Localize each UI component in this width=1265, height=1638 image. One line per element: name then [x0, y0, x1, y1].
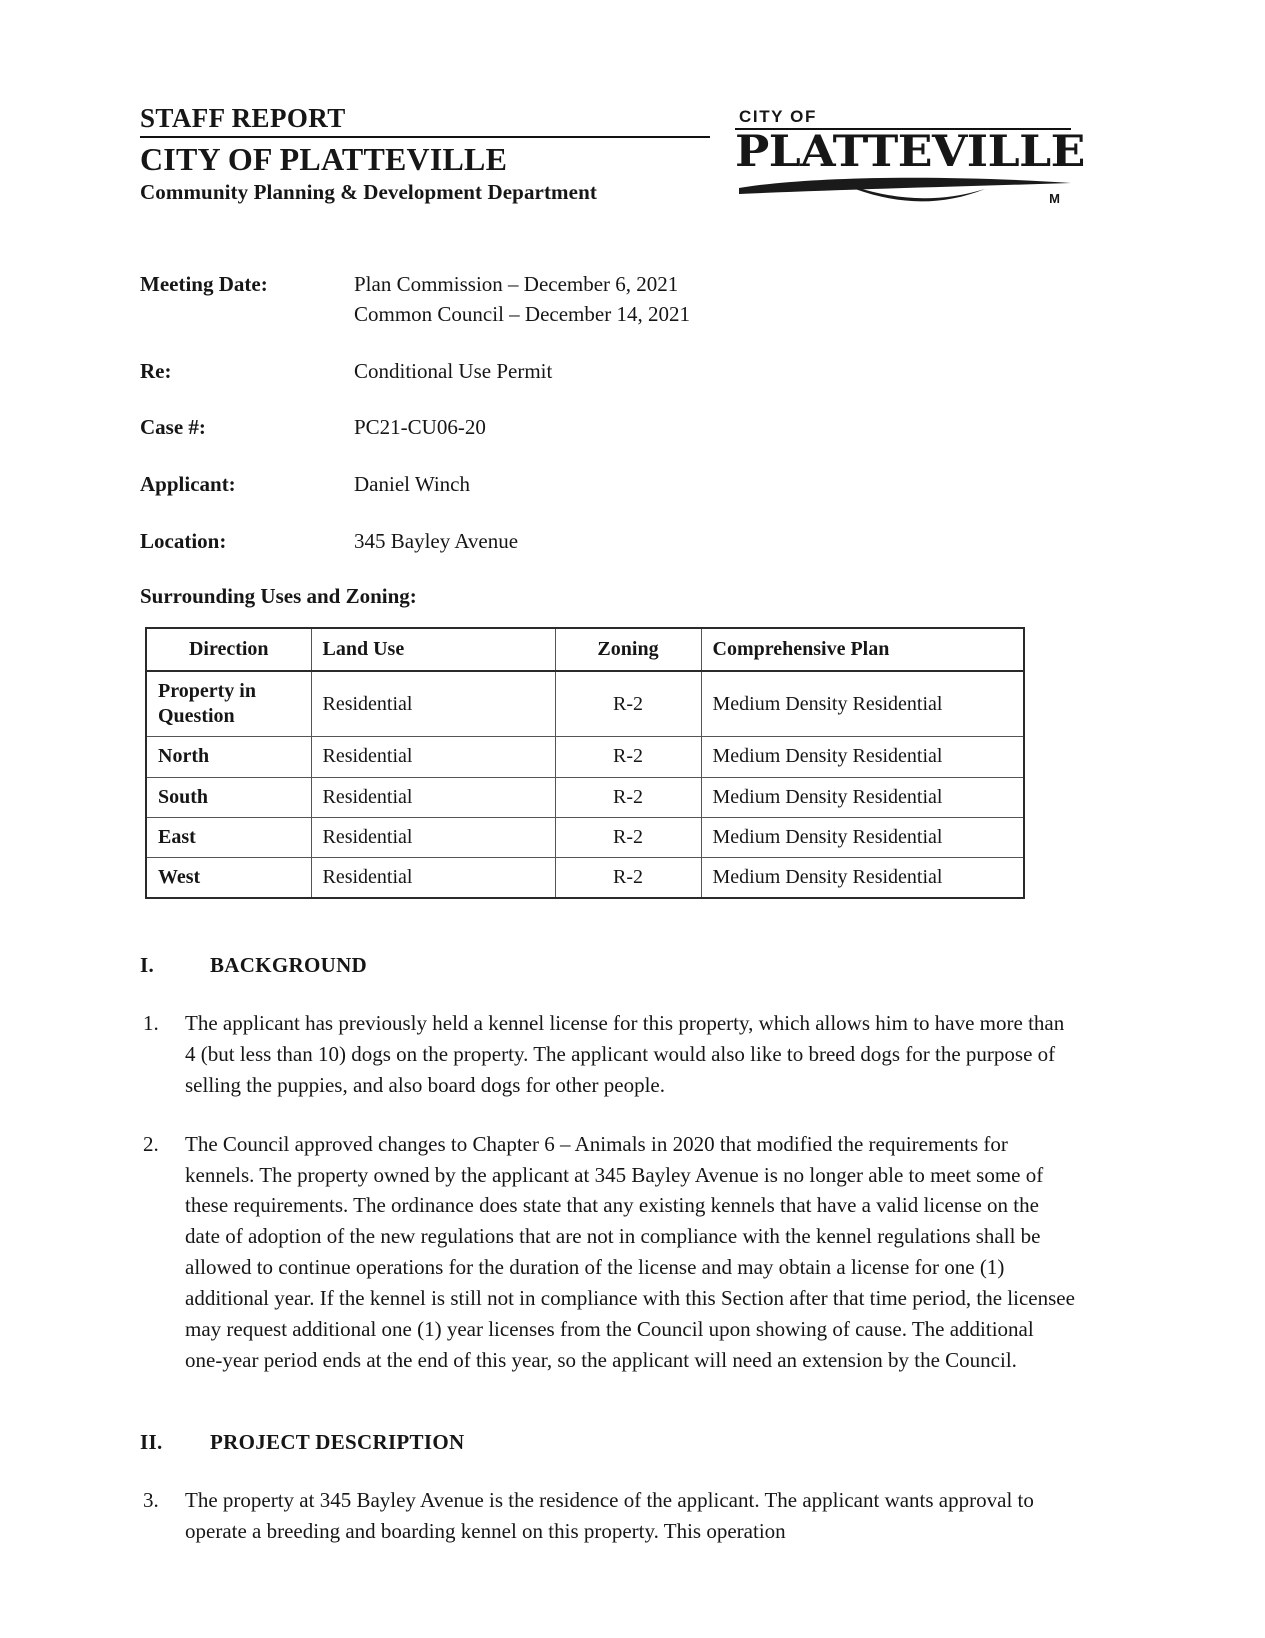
paragraph-number: 2. [143, 1131, 159, 1156]
section-heading-project-description [140, 1430, 1075, 1455]
logo-wordmark: PLATTEVILLE [735, 127, 1085, 177]
department-subtitle: Community Planning & Development Department [140, 179, 597, 204]
cell-land-use: Residential [311, 737, 555, 777]
meta-row-location [140, 527, 1075, 557]
cell-comprehensive-plan: Medium Density Residential [701, 858, 1024, 899]
cell-direction: West [146, 858, 311, 899]
column-header-land-use: Land Use [311, 628, 555, 671]
cell-land-use: Residential [311, 817, 555, 857]
cell-comprehensive-plan: Medium Density Residential [701, 777, 1024, 817]
meeting-date-line-1: Plan Commission – December 6, 2021 [354, 272, 679, 296]
paragraph-number: 1. [143, 1011, 159, 1036]
meta-row-case [140, 413, 1075, 443]
page-title: CITY OF PLATTEVILLE [140, 141, 508, 178]
column-header-direction: Direction [146, 628, 311, 671]
case-label: Case #: [140, 415, 206, 440]
cell-comprehensive-plan: Medium Density Residential [701, 817, 1024, 857]
meeting-date-value [354, 270, 690, 330]
cell-comprehensive-plan: Medium Density Residential [701, 671, 1024, 737]
table-header-row [146, 628, 1024, 671]
cell-comprehensive-plan: Medium Density Residential [701, 737, 1024, 777]
table-row [146, 777, 1024, 817]
paragraph-3 [140, 1485, 1075, 1547]
cell-zoning: R-2 [555, 817, 701, 857]
logo-swoosh-icon [735, 174, 1075, 208]
cell-zoning: R-2 [555, 737, 701, 777]
surrounding-uses-heading: Surrounding Uses and Zoning: [140, 583, 417, 608]
cell-direction: South [146, 777, 311, 817]
paragraph-text: The property at 345 Bayley Avenue is the residence of the applicant. The applicant wants approval to operate a breeding and boarding kennel on this property. This operation [185, 1487, 1034, 1543]
paragraph-text: The applicant has previously held a kennel license for this property, which allows him to have more than 4 (but less than 10) dogs on the property. The applicant would also like to breed dogs for the purpose of selling the puppies, and also board dogs for other people. [185, 1011, 1065, 1097]
document-header [140, 96, 1085, 208]
section-heading-background [140, 953, 1075, 978]
cell-zoning: R-2 [555, 671, 701, 737]
table-row [146, 737, 1024, 777]
header-divider-rule [140, 136, 710, 138]
applicant-value: Daniel Winch [354, 472, 470, 497]
meeting-date-label: Meeting Date: [140, 272, 268, 296]
table-row [146, 817, 1024, 857]
cell-zoning: R-2 [555, 858, 701, 899]
cell-land-use: Residential [311, 777, 555, 817]
section-title: PROJECT DESCRIPTION [210, 1429, 465, 1454]
cell-direction: Property in Question [146, 671, 311, 737]
paragraph-text: The Council approved changes to Chapter 6 – Animals in 2020 that modified the requirements for kennels. The property owned by the applicant at 345 Bayley Avenue is no longer able to meet some of these requirements. The ordinance does state that any existing kennels that have a valid license on the date of adoption of the new regulations that are not in compliance with the kennel regulations shall be allowed to continue operations for the duration of the license and may obtain a license for one (1) additional year. If the kennel is still not in compliance with this Section after that time period, the licensee may request additional one (1) year licenses from the Council upon showing of cause. The additional one-year period ends at the end of this year, so the applicant will need an extension by the Council. [185, 1131, 1075, 1372]
table-row [146, 671, 1024, 737]
section-numeral: I. [140, 953, 155, 978]
cell-direction: North [146, 737, 311, 777]
surrounding-uses-table [145, 627, 1025, 899]
paragraph-number: 3. [143, 1487, 159, 1512]
meta-row-meeting-date [140, 270, 1075, 330]
re-value: Conditional Use Permit [354, 358, 553, 383]
logo-m-mark: M [1049, 191, 1061, 206]
document-content [140, 96, 1085, 1574]
meta-block [140, 270, 1075, 557]
column-header-zoning: Zoning [555, 628, 701, 671]
cell-direction: East [146, 817, 311, 857]
table-header [146, 628, 1024, 671]
cell-land-use: Residential [311, 671, 555, 737]
section-numeral: II. [140, 1429, 163, 1454]
meeting-date-line-2: Common Council – December 14, 2021 [354, 301, 690, 326]
meta-row-applicant [140, 470, 1075, 500]
re-label: Re: [140, 358, 172, 383]
case-value: PC21-CU06-20 [354, 415, 486, 440]
location-label: Location: [140, 529, 227, 554]
table-row [146, 858, 1024, 899]
logo-city-of-text: CITY OF [739, 107, 817, 126]
cell-land-use: Residential [311, 858, 555, 899]
meta-row-re [140, 357, 1075, 387]
cell-zoning: R-2 [555, 777, 701, 817]
paragraph-2 [140, 1129, 1075, 1376]
section-title: BACKGROUND [210, 953, 368, 978]
column-header-comprehensive-plan: Comprehensive Plan [701, 628, 1024, 671]
location-value: 345 Bayley Avenue [354, 529, 519, 554]
header-text-block [140, 96, 710, 205]
city-logo [735, 96, 1085, 208]
staff-report-title: STAFF REPORT [140, 103, 346, 133]
paragraph-1 [140, 1008, 1075, 1101]
applicant-label: Applicant: [140, 472, 236, 497]
table-body [146, 671, 1024, 898]
